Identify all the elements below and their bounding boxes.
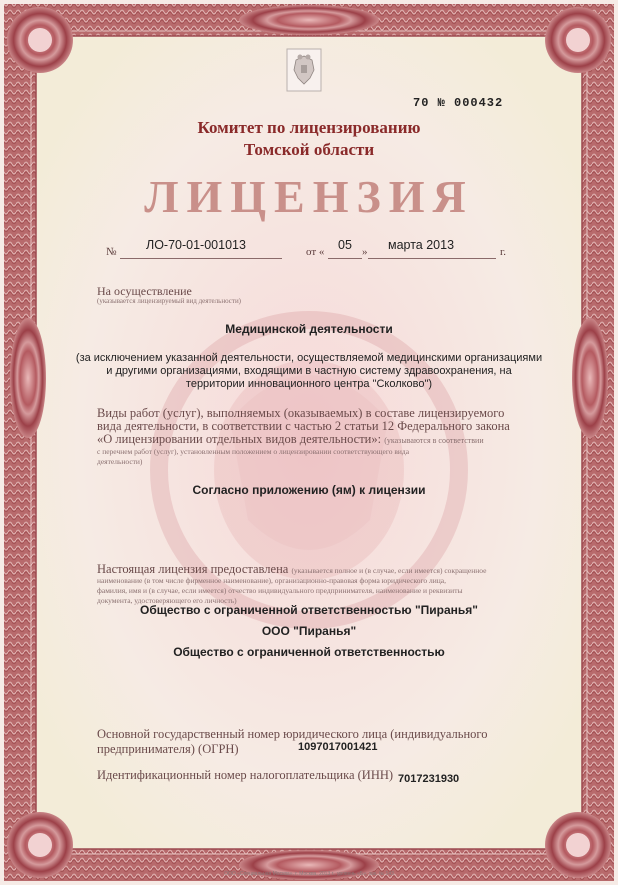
works-law-hint: (указываются в соответствии xyxy=(384,436,484,445)
works-value: Согласно приложению (ям) к лицензии xyxy=(192,483,426,497)
holder-hint-1: наименование (в том числе фирменное наименование), организационно-правовая форма юридического лица, xyxy=(97,576,446,585)
works-law: «О лицензировании отдельных видов деятельности»: xyxy=(97,432,382,446)
holder-hint-first: (указывается полное и (в случае, если имеется) сокращенное xyxy=(291,566,487,575)
works-line-1: Виды работ (услуг), выполняемых (оказываемых) в составе лицензируемого xyxy=(97,406,505,420)
activity-exclusion-1: (за исключением указанной деятельности, осуществляемой медицинскими организациями xyxy=(75,352,543,364)
coat-of-arms-icon xyxy=(286,48,322,92)
works-line-2: вида деятельности, в соответствии с частью 2 статьи 12 Федерального закона xyxy=(97,419,510,433)
works-hint-2: деятельности) xyxy=(97,457,143,466)
license-number: ЛО-70-01-001013 xyxy=(146,238,246,252)
activity-hint: (указывается лицензируемый вид деятельности) xyxy=(97,297,242,305)
license-number-line xyxy=(106,238,518,260)
serial-number: 70 № 000432 xyxy=(413,96,504,110)
works-hint-1: с перечнем работ (услуг), установленным положением о лицензировании соответствующего вида xyxy=(97,447,410,456)
holder-short-name: ООО "Пиранья" xyxy=(261,624,357,638)
activity-name: Медицинской деятельности xyxy=(225,322,393,336)
ogrn-label-1: Основной государственный номер юридического лица (индивидуального xyxy=(97,727,488,741)
activity-exclusion-2: и другими организациями, входящими в частную систему здравоохранения, на xyxy=(106,365,512,377)
works-law-line xyxy=(97,433,484,448)
holder-full-name: Общество с ограниченной ответственностью "Пиранья" xyxy=(140,603,478,617)
activity-label: На осуществление xyxy=(97,284,192,298)
issuer-line-2: Томской области xyxy=(243,140,375,159)
holder-hint-3: документа, удостоверяющего его личность) xyxy=(97,596,237,605)
holder-hint-2: фамилия, имя и (в случае, если имеется) отчество индивидуального предпринимателя, наименование и реквизиты xyxy=(97,586,463,595)
month-year-value: марта 2013 xyxy=(388,238,455,252)
number-sign: № xyxy=(106,246,117,258)
year-suffix: г. xyxy=(500,246,507,258)
ogrn-value: 1097017001421 xyxy=(298,741,378,753)
quote-close: » xyxy=(362,246,368,258)
day-value: 05 xyxy=(338,238,352,252)
document-title: ЛИЦЕНЗИЯ xyxy=(144,171,474,222)
inn-value: 7017231930 xyxy=(398,773,460,785)
printer-footer: ООО «Специальная Москва», г. Москва, 2013 г., уровень «Б», зак. № 143 xyxy=(224,871,394,877)
ogrn-label-2: предпринимателя) (ОГРН) xyxy=(97,742,239,756)
activity-exclusion-3: территории инновационного центра "Сколково") xyxy=(185,378,433,390)
inn-label: Идентификационный номер налогоплательщика (ИНН) xyxy=(97,768,394,782)
holder-legal-form: Общество с ограниченной ответственностью xyxy=(173,645,445,659)
from-label: от « xyxy=(306,246,325,258)
holder-label: Настоящая лицензия предоставлена xyxy=(97,562,289,576)
issuer-line-1: Комитет по лицензированию xyxy=(197,118,421,137)
